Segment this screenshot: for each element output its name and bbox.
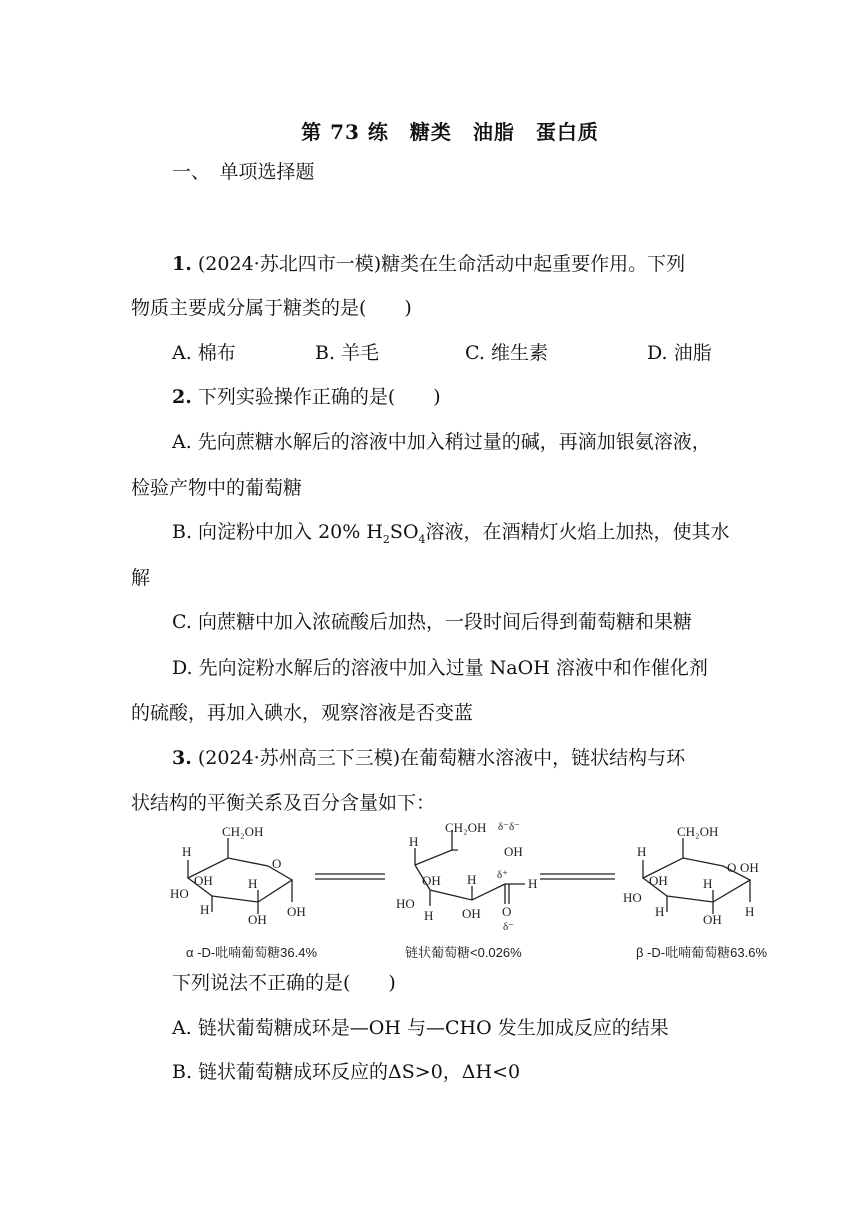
chain-oh2-label: OH (422, 873, 441, 888)
q2-option-d-line1[interactable]: D. 先向淀粉水解后的溶液中加入过量 NaOH 溶液中和作催化剂 (172, 657, 708, 679)
q1-option-a[interactable]: A. 棉布 (172, 342, 236, 364)
q2-option-a-line1[interactable]: A. 先向蔗糖水解后的溶液中加入稍过量的碱，再滴加银氨溶液， (172, 431, 711, 453)
q2-b-text-mid: SO (389, 521, 419, 543)
chain-delta-pair: δ⁻δ⁻ (498, 821, 520, 833)
q2-b-sub1: 2 (382, 532, 390, 546)
alpha-oh2-label: OH (248, 912, 267, 927)
beta-oh3-label: OH (703, 912, 722, 927)
q3-line2: 状结构的平衡关系及百分含量如下： (131, 792, 436, 814)
chain-delta-minus: δ⁻ (503, 921, 514, 933)
q1-line1 (172, 252, 685, 276)
q1-option-b[interactable]: B. 羊毛 (315, 342, 380, 364)
chain-ch2oh-label: CH₂OH (445, 820, 487, 835)
q2-b-sub2: 4 (418, 532, 426, 546)
q2-option-b-line1[interactable] (172, 520, 730, 552)
q1-option-d[interactable]: D. 油脂 (647, 342, 712, 364)
alpha-ho-label: HO (170, 886, 189, 901)
alpha-o-label: O (272, 856, 282, 871)
chain-oh-label: OH (504, 844, 523, 859)
beta-h4-label: H (745, 904, 755, 919)
caption-beta: β -D-吡喃葡萄糖63.6% (636, 945, 767, 960)
q2-b-text-post: 溶液，在酒精灯火焰上加热，使其水 (425, 521, 730, 543)
chain-h2-label: H (424, 908, 434, 923)
q2-option-c[interactable]: C. 向蔗糖中加入浓硫酸后加热，一段时间后得到葡萄糖和果糖 (172, 611, 692, 633)
section-heading: 一、 单项选择题 (172, 161, 315, 183)
q3-option-b[interactable]: B. 链状葡萄糖成环反应的ΔS>0，ΔH<0 (172, 1061, 521, 1083)
q3-text-1: (2024·苏州高三下三模)在葡萄糖水溶液中，链状结构与环 (197, 747, 686, 769)
caption-chain: 链状葡萄糖<0.026% (405, 945, 522, 960)
q2-number: 2. (172, 386, 192, 408)
beta-h2-label: H (703, 876, 713, 891)
alpha-h-label: H (182, 844, 192, 859)
caption-alpha: α -D-吡喃葡萄糖36.4% (186, 945, 318, 960)
chain-o-label: O (502, 904, 512, 919)
q2-option-a-line2: 检验产物中的葡萄糖 (131, 477, 303, 499)
beta-o-label: O (727, 860, 737, 875)
alpha-oh3-label: OH (287, 904, 306, 919)
alpha-ch2oh-label: CH₂OH (222, 824, 264, 839)
beta-ch2oh-label: CH₂OH (677, 824, 719, 839)
q2-option-d-line2: 的硫酸，再加入碘水，观察溶液是否变蓝 (131, 702, 474, 724)
q3-stem: 下列说法不正确的是( ) (172, 972, 396, 994)
q1-text-1: (2024·苏北四市一模)糖类在生命活动中起重要作用。下列 (197, 253, 686, 275)
chain-h3-label: H (467, 872, 477, 887)
page-title: 第 73 练 糖类 油脂 蛋白质 (301, 120, 599, 144)
chain-delta-plus: δ⁺ (497, 869, 508, 881)
q2-stem (172, 385, 441, 409)
beta-h3-label: H (655, 904, 665, 919)
alpha-h3-label: H (200, 902, 210, 917)
q1-number: 1. (172, 253, 192, 275)
beta-oh-label: OH (740, 860, 759, 875)
q1-option-c[interactable]: C. 维生素 (465, 342, 548, 364)
alpha-h2-label: H (248, 876, 258, 891)
beta-h-label: H (637, 844, 647, 859)
q3-line1 (172, 746, 685, 770)
beta-ho-label: HO (623, 890, 642, 905)
chain-ho-label: HO (396, 896, 415, 911)
chain-oh3-label: OH (462, 906, 481, 921)
q2-stem-text: 下列实验操作正确的是( ) (197, 386, 441, 408)
chain-h-label: H (409, 834, 419, 849)
q3-number: 3. (172, 747, 192, 769)
q1-line2: 物质主要成分属于糖类的是( ) (131, 297, 412, 319)
beta-oh2-label: OH (649, 873, 668, 888)
glucose-equilibrium-diagram (160, 820, 800, 935)
chain-h4-label: H (528, 876, 538, 891)
q2-b-text-pre: B. 向淀粉中加入 20% H (172, 521, 383, 543)
alpha-oh-label: OH (194, 873, 213, 888)
q2-option-b-line2: 解 (131, 567, 151, 589)
q3-option-a[interactable]: A. 链状葡萄糖成环是—OH 与—CHO 发生加成反应的结果 (172, 1017, 669, 1039)
